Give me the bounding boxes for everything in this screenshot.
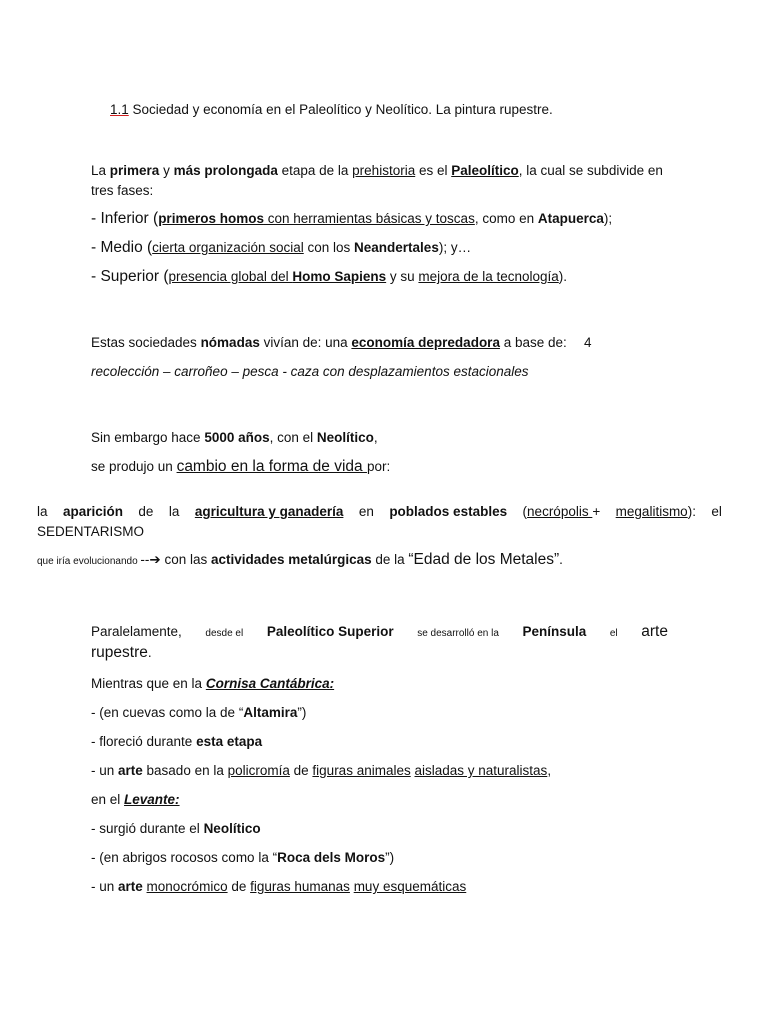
list-item-cantabrian-2: [91, 733, 262, 750]
text: se produjo un: [91, 459, 177, 474]
text: .: [559, 552, 563, 567]
text: por:: [366, 459, 391, 474]
text: ).: [558, 269, 568, 284]
footnote-number: 4: [584, 335, 592, 350]
text: Península: [522, 624, 587, 639]
text: monocrómico: [146, 879, 228, 894]
text: - Medio (: [91, 239, 153, 256]
text: ):: [687, 504, 696, 519]
text: - Superior (: [91, 268, 169, 285]
text: Roca dels Moros: [277, 850, 386, 865]
paragraph-neolithic: [91, 429, 378, 446]
text: - un: [91, 763, 119, 778]
text: se desarrolló en la: [417, 628, 499, 639]
text: 5000 años: [204, 430, 270, 445]
text: rupestre: [91, 644, 148, 661]
text: que iría evolucionando: [37, 556, 141, 567]
text: agricultura y ganadería: [194, 504, 344, 519]
text: vivían de: una: [259, 335, 352, 350]
text: de: [289, 763, 313, 778]
text: figuras humanas: [250, 879, 350, 894]
section-title-text: Sociedad y economía en el Paleolítico y Neolítico. La pintura rupestre.: [128, 102, 553, 117]
text: arte: [118, 763, 143, 778]
text: primeros homos: [158, 211, 264, 226]
list-item-cantabrian-3: [91, 762, 551, 779]
text: más prolongada: [173, 163, 278, 178]
text: de: [138, 504, 154, 519]
text: de la: [371, 552, 409, 567]
text: );: [603, 211, 613, 226]
text: economía depredadora: [351, 335, 500, 350]
text: Homo Sapiens: [292, 269, 387, 284]
heading-cantabrian: [91, 675, 334, 692]
text: ,: [373, 430, 378, 445]
text: de: [227, 879, 251, 894]
text: en el: [91, 792, 125, 807]
text: - (en abrigos rocosos como la “: [91, 850, 278, 865]
text: - (en cuevas como la de “: [91, 705, 244, 720]
text: la: [37, 504, 48, 519]
text: Paralelamente,: [91, 624, 182, 639]
text: el: [711, 504, 722, 519]
text: aisladas y naturalistas: [414, 763, 548, 778]
text: - surgió durante el: [91, 821, 204, 836]
text: nómadas: [200, 335, 260, 350]
heading-levante: [91, 791, 180, 808]
text: megalitismo: [615, 504, 688, 519]
text: la: [168, 504, 180, 519]
text: ”): [385, 850, 395, 865]
text: con herramientas básicas y toscas: [263, 211, 475, 226]
text: - Inferior (: [91, 210, 159, 227]
paragraph-rock-art: [91, 623, 668, 642]
text: aparición: [62, 504, 123, 519]
text: Levante:: [124, 792, 180, 807]
text: primera: [109, 163, 160, 178]
text: Sin embargo hace: [91, 430, 205, 445]
text: es el: [415, 163, 452, 178]
text: La: [91, 163, 110, 178]
text: basado en la: [142, 763, 228, 778]
text: Neandertales: [354, 240, 439, 255]
text: presencia global del: [168, 269, 293, 284]
text: policromía: [227, 763, 290, 778]
text: , como en: [474, 211, 538, 226]
text: prehistoria: [352, 163, 416, 178]
text: actividades metalúrgicas: [211, 552, 372, 567]
text: Atapuerca: [537, 211, 604, 226]
text: Paleolítico: [451, 163, 519, 178]
text: .: [147, 645, 152, 660]
text: Paleolítico Superior: [266, 624, 394, 639]
text: - un: [91, 879, 119, 894]
text: el: [609, 628, 618, 639]
text: Neolítico: [203, 821, 261, 836]
text: Cornisa Cantábrica:: [205, 676, 335, 691]
arrow-icon: ➔: [149, 552, 161, 567]
paragraph-metals: [37, 551, 563, 570]
text: arte: [641, 623, 668, 640]
text: mejora de la tecnología: [418, 269, 559, 284]
text: Mientras que en la: [91, 676, 206, 691]
list-item-medio: [91, 239, 471, 256]
text: - floreció durante: [91, 734, 197, 749]
paragraph-paleolithic-line2: tres fases:: [91, 183, 154, 198]
text: +: [592, 504, 601, 519]
paragraph-rock-art-line2: [91, 644, 152, 661]
text: desde el: [205, 628, 244, 639]
text: con las: [160, 552, 212, 567]
text: Neolítico: [316, 430, 374, 445]
text: en: [358, 504, 374, 519]
text: y su: [386, 269, 419, 284]
list-item-levante-2: [91, 849, 394, 866]
paragraph-agriculture: [37, 503, 722, 520]
text: Estas sociedades: [91, 335, 201, 350]
text: arte: [118, 879, 143, 894]
text: a base de:: [499, 335, 567, 350]
text: ); y…: [438, 240, 472, 255]
text: “Edad de los Metales”: [408, 551, 560, 568]
text: muy esquemáticas: [353, 879, 467, 894]
text: cierta organización social: [152, 240, 304, 255]
text: figuras animales: [312, 763, 411, 778]
paragraph-nomadic: [91, 334, 567, 351]
section-title: [110, 101, 553, 118]
paragraph-neolithic-line2: [91, 458, 390, 475]
text: Altamira: [243, 705, 298, 720]
paragraph-paleolithic: [91, 162, 663, 179]
text: (: [522, 504, 528, 519]
text: --: [140, 552, 150, 567]
list-item-levante-3: [91, 878, 466, 895]
list-item-levante-1: [91, 820, 261, 837]
text: , la cual se subdivide en: [518, 163, 663, 178]
text: con los: [303, 240, 355, 255]
paragraph-nomadic-line2: recolección – carroñeo – pesca - caza con desplazamientos estacionales: [91, 364, 529, 379]
text: y: [159, 163, 174, 178]
text: etapa de la: [277, 163, 353, 178]
text: necrópolis: [527, 504, 593, 519]
text: cambio en la forma de vida: [176, 458, 367, 475]
text: ”): [297, 705, 307, 720]
list-item-superior: [91, 268, 567, 285]
list-item-cantabrian-1: [91, 704, 306, 721]
text: ,: [547, 763, 552, 778]
text: poblados estables: [389, 504, 508, 519]
text: esta etapa: [196, 734, 263, 749]
text: , con el: [269, 430, 317, 445]
section-number: 1.1: [110, 102, 129, 117]
paragraph-agriculture-line2: SEDENTARISMO: [37, 524, 145, 539]
list-item-inferior: [91, 210, 612, 227]
